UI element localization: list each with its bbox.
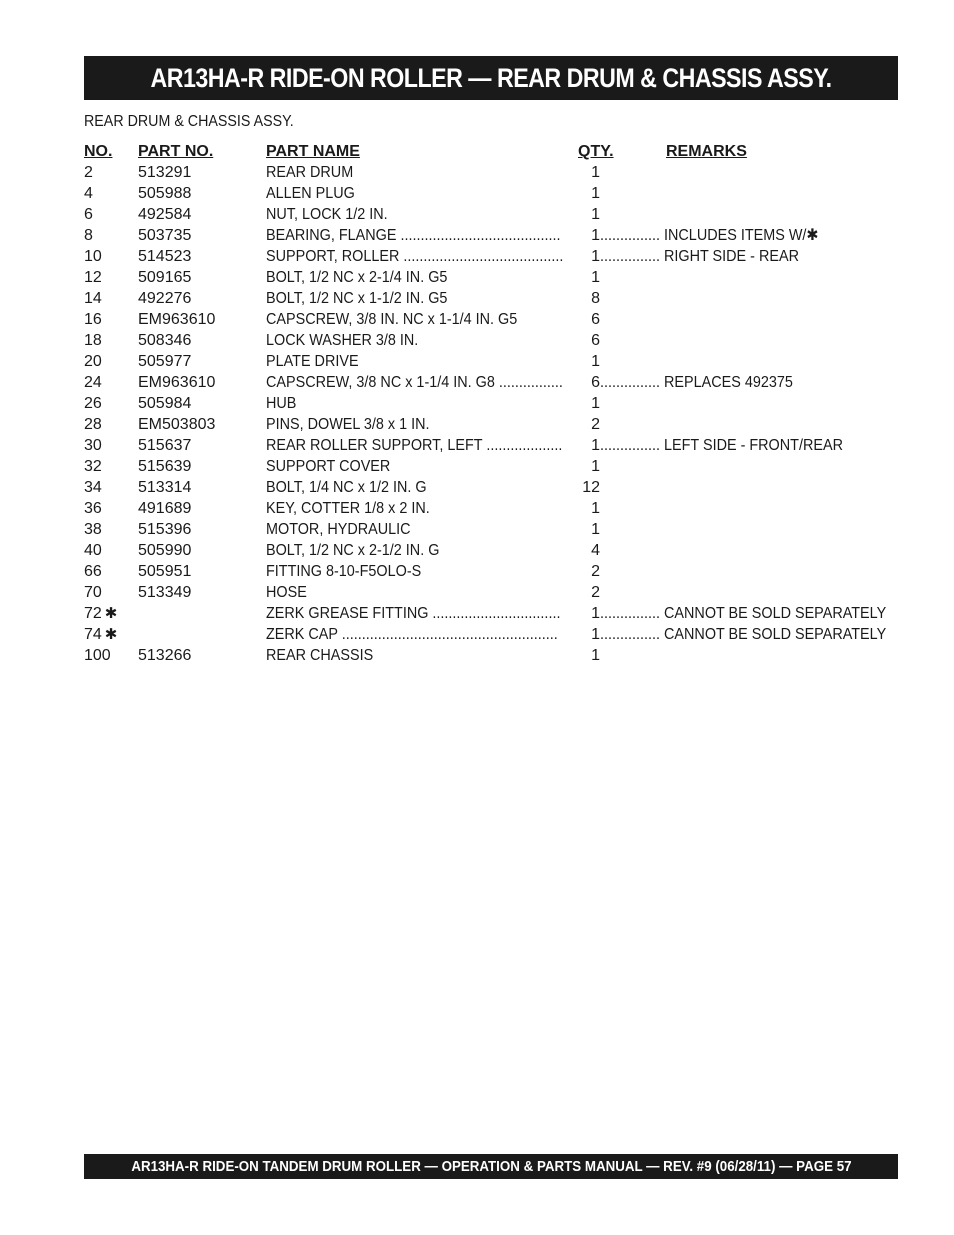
table-row (84, 246, 904, 267)
item-no-value: 36 (84, 500, 102, 517)
table-row (84, 477, 904, 498)
part-name (266, 624, 582, 645)
part-name (266, 330, 582, 351)
item-no (84, 435, 105, 456)
part-no: 513314 (138, 479, 192, 496)
table-row (84, 393, 904, 414)
part-no: 513266 (138, 647, 192, 664)
item-no-value: 12 (84, 269, 102, 286)
header-part-name: PART NAME (266, 143, 360, 160)
part-name (266, 246, 582, 267)
item-no (84, 456, 105, 477)
part-no: 505951 (138, 563, 192, 580)
remarks-text: ............... CANNOT BE SOLD SEPARATELY (600, 605, 887, 622)
qty: 8 (591, 290, 600, 307)
part-name-text: BOLT, 1/4 NC x 1/2 IN. G (266, 479, 427, 496)
part-name-text: PINS, DOWEL 3/8 x 1 IN. (266, 416, 430, 433)
header-remarks: REMARKS (666, 143, 747, 160)
part-no: 503735 (138, 227, 192, 244)
item-no (84, 477, 105, 498)
part-name (266, 372, 582, 393)
part-name (266, 183, 582, 204)
remarks (600, 225, 904, 246)
item-no (84, 162, 96, 183)
item-no (84, 330, 105, 351)
leader-dots: ................................ (432, 605, 561, 622)
remarks (600, 309, 904, 330)
part-no: 491689 (138, 500, 192, 517)
remarks (600, 456, 904, 477)
remarks (600, 267, 904, 288)
item-no-value: 24 (84, 374, 102, 391)
item-no (84, 645, 114, 666)
remarks (600, 435, 904, 456)
qty: 1 (591, 164, 600, 181)
item-no (84, 183, 96, 204)
qty: 1 (591, 605, 600, 622)
item-no-value: 20 (84, 353, 102, 370)
part-name-text: ALLEN PLUG (266, 185, 355, 202)
part-name-text: SUPPORT, ROLLER (266, 248, 404, 265)
remarks (600, 204, 904, 225)
table-row (84, 582, 904, 603)
table-row (84, 414, 904, 435)
item-no-value: 16 (84, 311, 102, 328)
item-no (84, 498, 105, 519)
part-name-text: PLATE DRIVE (266, 353, 359, 370)
remarks (600, 162, 904, 183)
table-row (84, 351, 904, 372)
asterisk-icon: ✱ (104, 605, 118, 622)
qty: 1 (591, 626, 600, 643)
item-no-value: 10 (84, 248, 102, 265)
part-name-text: BOLT, 1/2 NC x 2-1/2 IN. G (266, 542, 440, 559)
part-name (266, 288, 582, 309)
remarks (600, 561, 904, 582)
item-no (84, 372, 105, 393)
remarks (600, 246, 904, 267)
part-name-text: CAPSCREW, 3/8 NC x 1-1/4 IN. G8 (266, 374, 499, 391)
part-name (266, 498, 582, 519)
part-name (266, 351, 582, 372)
header-no: NO. (84, 143, 113, 160)
page-title-bar (84, 56, 898, 100)
part-name-text: ZERK CAP (266, 626, 342, 643)
table-row (84, 540, 904, 561)
item-no-value: 4 (84, 185, 93, 202)
qty: 1 (591, 185, 600, 202)
part-no: EM503803 (138, 416, 216, 433)
asterisk-icon: ✱ (104, 626, 118, 643)
part-name (266, 645, 582, 666)
part-name-text: REAR CHASSIS (266, 647, 374, 664)
item-no (84, 351, 105, 372)
part-name (266, 477, 582, 498)
item-no (84, 624, 117, 645)
part-name-text: ZERK GREASE FITTING (266, 605, 433, 622)
parts-list-header (84, 141, 904, 162)
item-no (84, 288, 105, 309)
item-no-value: 70 (84, 584, 102, 601)
item-no-value: 14 (84, 290, 102, 307)
part-name (266, 393, 582, 414)
item-no (84, 540, 105, 561)
item-no (84, 603, 117, 624)
qty: 2 (591, 416, 600, 433)
table-row (84, 624, 904, 645)
part-no: 513349 (138, 584, 192, 601)
item-no (84, 393, 105, 414)
remarks-text: ............... LEFT SIDE - FRONT/REAR (600, 437, 843, 454)
item-no (84, 561, 105, 582)
leader-dots: ........................................ (403, 248, 564, 265)
part-no: 505988 (138, 185, 192, 202)
header-part-no: PART NO. (138, 143, 214, 160)
remarks-text: ............... CANNOT BE SOLD SEPARATELY (600, 626, 887, 643)
part-name-text: REAR ROLLER SUPPORT, LEFT (266, 437, 487, 454)
part-name-text: REAR DRUM (266, 164, 354, 181)
part-name-text: MOTOR, HYDRAULIC (266, 521, 411, 538)
qty: 6 (591, 332, 600, 349)
item-no-value: 2 (84, 164, 93, 181)
item-no (84, 267, 105, 288)
remarks (600, 330, 904, 351)
item-no-value: 28 (84, 416, 102, 433)
qty: 1 (591, 206, 600, 223)
part-no: 515396 (138, 521, 192, 538)
item-no (84, 309, 105, 330)
part-no: 515639 (138, 458, 192, 475)
qty: 1 (591, 353, 600, 370)
remarks (600, 519, 904, 540)
remarks (600, 183, 904, 204)
part-name (266, 582, 582, 603)
part-name (266, 162, 582, 183)
remarks-text: ............... REPLACES 492375 (600, 374, 793, 391)
item-no-value: 34 (84, 479, 102, 496)
part-name-text: HUB (266, 395, 297, 412)
remarks-text: ............... INCLUDES ITEMS W/✱ (600, 227, 819, 244)
part-name (266, 414, 582, 435)
part-no: 505990 (138, 542, 192, 559)
parts-list-rows (84, 162, 904, 666)
part-name-text: NUT, LOCK 1/2 IN. (266, 206, 388, 223)
table-row (84, 372, 904, 393)
remarks (600, 288, 904, 309)
part-no: 514523 (138, 248, 192, 265)
part-no: 509165 (138, 269, 192, 286)
qty: 1 (591, 227, 600, 244)
part-no: 505977 (138, 353, 192, 370)
item-no (84, 519, 105, 540)
part-name-text: HOSE (266, 584, 307, 601)
part-name (266, 204, 582, 225)
item-no-value: 6 (84, 206, 93, 223)
item-no (84, 225, 96, 246)
qty: 1 (591, 647, 600, 664)
qty: 1 (591, 458, 600, 475)
part-no: 513291 (138, 164, 192, 181)
part-name-text: SUPPORT COVER (266, 458, 391, 475)
page-title: AR13HA-R RIDE-ON ROLLER — REAR DRUM & CHASSIS ASSY. (150, 62, 832, 93)
leader-dots: ........................................ (400, 227, 561, 244)
parts-list (84, 141, 904, 666)
part-name-text: KEY, COTTER 1/8 x 2 IN. (266, 500, 430, 517)
qty: 2 (591, 584, 600, 601)
item-no-value: 74 (84, 626, 102, 643)
item-no-value: 38 (84, 521, 102, 538)
remarks (600, 582, 904, 603)
part-name (266, 267, 582, 288)
item-no-value: 30 (84, 437, 102, 454)
remarks (600, 477, 904, 498)
item-no-value: 8 (84, 227, 93, 244)
part-name (266, 603, 582, 624)
leader-dots: ...................................................... (341, 626, 558, 643)
table-row (84, 645, 904, 666)
qty: 6 (591, 311, 600, 328)
remarks (600, 414, 904, 435)
page-footer: AR13HA-R RIDE-ON TANDEM DRUM ROLLER — OPERATION & PARTS MANUAL — REV. #9 (06/28/11) — PAGE 57 (130, 1158, 852, 1175)
part-no: EM963610 (138, 374, 216, 391)
part-name-text: BEARING, FLANGE (266, 227, 401, 244)
part-name-text: LOCK WASHER 3/8 IN. (266, 332, 419, 349)
item-no (84, 414, 105, 435)
remarks (600, 351, 904, 372)
qty: 4 (591, 542, 600, 559)
item-no-value: 72 (84, 605, 102, 622)
remarks (600, 540, 904, 561)
part-no: 505984 (138, 395, 192, 412)
remarks (600, 393, 904, 414)
item-no-value: 100 (84, 647, 111, 664)
remarks (600, 603, 904, 624)
part-name (266, 456, 582, 477)
part-no: EM963610 (138, 311, 216, 328)
part-name (266, 540, 582, 561)
part-name-text: CAPSCREW, 3/8 IN. NC x 1-1/4 IN. G5 (266, 311, 518, 328)
table-row (84, 519, 904, 540)
item-no (84, 246, 105, 267)
table-row (84, 435, 904, 456)
remarks (600, 624, 904, 645)
remarks (600, 498, 904, 519)
table-row (84, 267, 904, 288)
remarks-text: ............... RIGHT SIDE - REAR (600, 248, 799, 265)
remarks (600, 372, 904, 393)
qty: 12 (582, 479, 600, 496)
table-row (84, 456, 904, 477)
qty: 1 (591, 437, 600, 454)
table-row (84, 162, 904, 183)
table-row (84, 498, 904, 519)
item-no-value: 18 (84, 332, 102, 349)
page-footer-bar (84, 1154, 898, 1179)
item-no (84, 204, 96, 225)
table-row (84, 183, 904, 204)
qty: 2 (591, 563, 600, 580)
table-row (84, 288, 904, 309)
item-no-value: 32 (84, 458, 102, 475)
table-row (84, 603, 904, 624)
qty: 1 (591, 248, 600, 265)
table-row (84, 330, 904, 351)
part-name-text: BOLT, 1/2 NC x 2-1/4 IN. G5 (266, 269, 448, 286)
part-name (266, 561, 582, 582)
part-no: 492276 (138, 290, 192, 307)
part-name (266, 519, 582, 540)
item-no-value: 26 (84, 395, 102, 412)
part-name-text: FITTING 8-10-F5OLO-S (266, 563, 422, 580)
table-row (84, 225, 904, 246)
part-name (266, 309, 582, 330)
item-no-value: 40 (84, 542, 102, 559)
table-row (84, 204, 904, 225)
section-subtitle: REAR DRUM & CHASSIS ASSY. (84, 113, 294, 130)
part-name (266, 435, 582, 456)
qty: 1 (591, 395, 600, 412)
part-name-text: BOLT, 1/2 NC x 1-1/2 IN. G5 (266, 290, 448, 307)
qty: 6 (591, 374, 600, 391)
part-no: 492584 (138, 206, 192, 223)
leader-dots: ................ (498, 374, 563, 391)
part-no: 508346 (138, 332, 192, 349)
table-row (84, 309, 904, 330)
qty: 1 (591, 521, 600, 538)
part-no: 515637 (138, 437, 192, 454)
part-name (266, 225, 582, 246)
header-qty: QTY. (578, 143, 614, 160)
item-no-value: 66 (84, 563, 102, 580)
leader-dots: ................... (486, 437, 563, 454)
remarks (600, 645, 904, 666)
item-no (84, 582, 105, 603)
qty: 1 (591, 500, 600, 517)
table-row (84, 561, 904, 582)
qty: 1 (591, 269, 600, 286)
